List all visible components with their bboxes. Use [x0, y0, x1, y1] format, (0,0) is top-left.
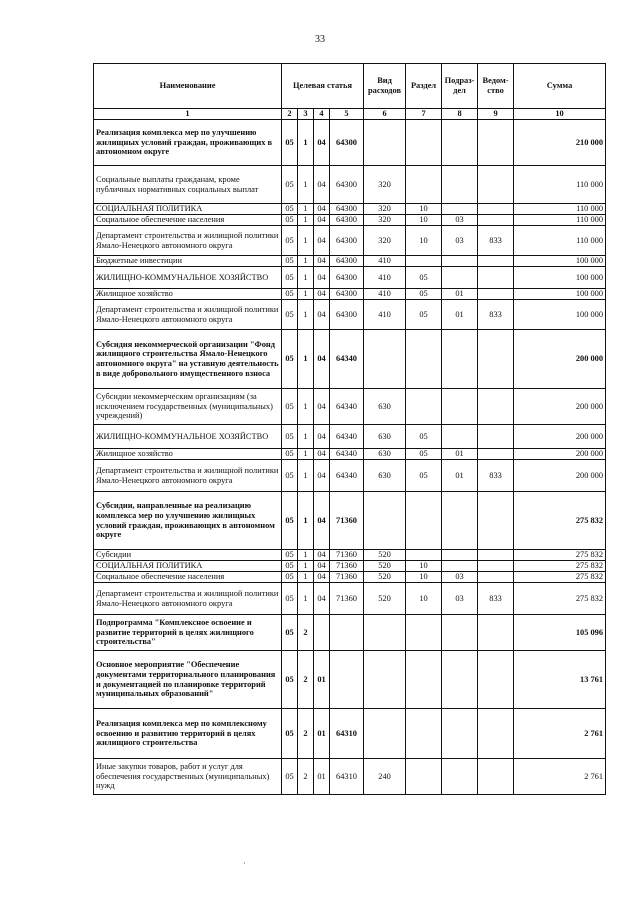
- code-program: 05: [282, 651, 298, 709]
- department-code: [478, 550, 514, 561]
- section-code: 10: [406, 204, 442, 215]
- code-subprogram: 2: [298, 651, 314, 709]
- expense-type: 630: [364, 449, 406, 460]
- row-name: Департамент строительства и жилищной политики Ямало-Ненецкого автономного округа: [94, 460, 282, 492]
- amount: 100 000: [514, 256, 606, 267]
- index-cell: 8: [442, 109, 478, 120]
- code-subprogram: 2: [298, 759, 314, 795]
- subsection-code: 01: [442, 460, 478, 492]
- row-name: Подпрограмма "Комплексное освоение и развитие территорий в целях жилищного строительства": [94, 615, 282, 651]
- row-name: Департамент строительства и жилищной политики Ямало-Ненецкого автономного округа: [94, 583, 282, 615]
- code-measure: 04: [314, 330, 330, 389]
- table-row: [94, 615, 606, 651]
- code-subprogram: 1: [298, 449, 314, 460]
- expense-type: [364, 492, 406, 550]
- row-name: Реализация комплекса мер по комплексному освоению и развитию территорий в целях жилищного строительства: [94, 709, 282, 759]
- subsection-code: 03: [442, 226, 478, 256]
- section-code: [406, 330, 442, 389]
- code-subprogram: 1: [298, 289, 314, 300]
- table-row: [94, 289, 606, 300]
- code-program: 05: [282, 572, 298, 583]
- department-code: [478, 572, 514, 583]
- header-name: Наименование: [94, 64, 282, 109]
- section-code: 05: [406, 267, 442, 289]
- code-direction: 64300: [330, 267, 364, 289]
- row-name: Департамент строительства и жилищной политики Ямало-Ненецкого автономного округа: [94, 300, 282, 330]
- code-program: 05: [282, 215, 298, 226]
- expense-type: 630: [364, 425, 406, 449]
- code-measure: 04: [314, 289, 330, 300]
- section-code: [406, 709, 442, 759]
- department-code: [478, 651, 514, 709]
- row-name: Субсидия некоммерческой организации "Фонд жилищного строительства Ямало-Ненецкого автономного округа" на уставную деятельность в виде добровольного имущественного взноса: [94, 330, 282, 389]
- section-code: 10: [406, 561, 442, 572]
- table-row: [94, 425, 606, 449]
- code-direction: 71360: [330, 550, 364, 561]
- code-measure: 01: [314, 759, 330, 795]
- department-code: [478, 709, 514, 759]
- expense-type: 410: [364, 256, 406, 267]
- header-exp-type: Вид расходов: [364, 64, 406, 109]
- expense-type: 520: [364, 550, 406, 561]
- row-name: Субсидии некоммерческим организациям (за исключением государственных (муниципальных) учреждений): [94, 389, 282, 425]
- code-subprogram: 1: [298, 166, 314, 204]
- subsection-code: [442, 267, 478, 289]
- code-direction: 64300: [330, 215, 364, 226]
- amount: 2 761: [514, 759, 606, 795]
- code-measure: 04: [314, 389, 330, 425]
- code-program: 05: [282, 226, 298, 256]
- code-direction: 64340: [330, 389, 364, 425]
- table-row: [94, 709, 606, 759]
- amount: 2 761: [514, 709, 606, 759]
- code-subprogram: 1: [298, 204, 314, 215]
- expense-type: 410: [364, 267, 406, 289]
- table-row: [94, 330, 606, 389]
- row-name: Социальное обеспечение населения: [94, 215, 282, 226]
- code-program: 05: [282, 204, 298, 215]
- row-name: Жилищное хозяйство: [94, 289, 282, 300]
- amount: 110 000: [514, 204, 606, 215]
- department-code: [478, 215, 514, 226]
- table-row: [94, 460, 606, 492]
- code-direction: 64300: [330, 300, 364, 330]
- subsection-code: [442, 492, 478, 550]
- code-subprogram: 1: [298, 330, 314, 389]
- code-program: 05: [282, 300, 298, 330]
- department-code: [478, 120, 514, 166]
- table-row: [94, 389, 606, 425]
- department-code: [478, 289, 514, 300]
- code-measure: 04: [314, 256, 330, 267]
- code-measure: 04: [314, 226, 330, 256]
- expense-type: 520: [364, 572, 406, 583]
- section-code: 05: [406, 449, 442, 460]
- code-subprogram: 1: [298, 226, 314, 256]
- code-subprogram: 2: [298, 709, 314, 759]
- subsection-code: 01: [442, 289, 478, 300]
- code-measure: 04: [314, 166, 330, 204]
- amount: 200 000: [514, 330, 606, 389]
- table-row: [94, 561, 606, 572]
- subsection-code: [442, 425, 478, 449]
- code-direction: 71360: [330, 492, 364, 550]
- section-code: [406, 256, 442, 267]
- amount: 100 000: [514, 267, 606, 289]
- index-cell: 3: [298, 109, 314, 120]
- expense-type: 410: [364, 289, 406, 300]
- expense-type: 320: [364, 166, 406, 204]
- row-name: Социальные выплаты гражданам, кроме публичных нормативных социальных выплат: [94, 166, 282, 204]
- section-code: 10: [406, 226, 442, 256]
- section-code: [406, 389, 442, 425]
- index-cell: 5: [330, 109, 364, 120]
- department-code: [478, 425, 514, 449]
- code-direction: 64300: [330, 166, 364, 204]
- section-code: [406, 615, 442, 651]
- code-measure: 04: [314, 449, 330, 460]
- table-row: [94, 449, 606, 460]
- code-program: 05: [282, 759, 298, 795]
- code-subprogram: 1: [298, 267, 314, 289]
- header-dept: Ведом-ство: [478, 64, 514, 109]
- table-row: [94, 492, 606, 550]
- amount: 110 000: [514, 226, 606, 256]
- department-code: [478, 330, 514, 389]
- expense-type: 520: [364, 561, 406, 572]
- table-row: [94, 300, 606, 330]
- department-code: 833: [478, 300, 514, 330]
- amount: 275 832: [514, 572, 606, 583]
- code-subprogram: 1: [298, 550, 314, 561]
- row-name: Реализация комплекса мер по улучшению жилищных условий граждан, проживающих в автономном округе: [94, 120, 282, 166]
- table-row: [94, 572, 606, 583]
- amount: 100 000: [514, 300, 606, 330]
- index-cell: 10: [514, 109, 606, 120]
- expense-type: 520: [364, 583, 406, 615]
- department-code: [478, 256, 514, 267]
- subsection-code: [442, 204, 478, 215]
- code-measure: 04: [314, 267, 330, 289]
- code-subprogram: 1: [298, 583, 314, 615]
- table-row: [94, 759, 606, 795]
- row-name: ЖИЛИЩНО-КОММУНАЛЬНОЕ ХОЗЯЙСТВО: [94, 425, 282, 449]
- section-code: 10: [406, 572, 442, 583]
- code-direction: 71360: [330, 583, 364, 615]
- code-program: 05: [282, 492, 298, 550]
- code-program: 05: [282, 425, 298, 449]
- header-row: [94, 64, 606, 109]
- department-code: [478, 267, 514, 289]
- expense-type: [364, 330, 406, 389]
- department-code: [478, 166, 514, 204]
- subsection-code: [442, 651, 478, 709]
- code-direction: 64340: [330, 449, 364, 460]
- section-code: 05: [406, 289, 442, 300]
- expense-type: 630: [364, 460, 406, 492]
- expense-type: [364, 120, 406, 166]
- subsection-code: [442, 759, 478, 795]
- row-name: СОЦИАЛЬНАЯ ПОЛИТИКА: [94, 561, 282, 572]
- table-row: [94, 256, 606, 267]
- row-name: СОЦИАЛЬНАЯ ПОЛИТИКА: [94, 204, 282, 215]
- subsection-code: 01: [442, 449, 478, 460]
- code-program: 05: [282, 583, 298, 615]
- section-code: [406, 166, 442, 204]
- subsection-code: [442, 615, 478, 651]
- section-code: [406, 759, 442, 795]
- section-code: 05: [406, 425, 442, 449]
- expense-type: [364, 651, 406, 709]
- department-code: [478, 389, 514, 425]
- subsection-code: [442, 561, 478, 572]
- code-subprogram: 1: [298, 120, 314, 166]
- section-code: 10: [406, 215, 442, 226]
- code-program: 05: [282, 449, 298, 460]
- code-direction: 64300: [330, 289, 364, 300]
- code-direction: 64340: [330, 330, 364, 389]
- code-subprogram: 1: [298, 561, 314, 572]
- expense-type: 410: [364, 300, 406, 330]
- table-row: [94, 583, 606, 615]
- code-direction: 71360: [330, 561, 364, 572]
- index-row: [94, 109, 606, 120]
- department-code: [478, 759, 514, 795]
- department-code: [478, 561, 514, 572]
- code-subprogram: 1: [298, 256, 314, 267]
- page-number: 33: [315, 34, 325, 45]
- section-code: 05: [406, 300, 442, 330]
- code-direction: 64300: [330, 204, 364, 215]
- code-measure: 01: [314, 651, 330, 709]
- code-measure: 04: [314, 460, 330, 492]
- department-code: 833: [478, 226, 514, 256]
- code-measure: 04: [314, 550, 330, 561]
- code-program: 05: [282, 550, 298, 561]
- subsection-code: 03: [442, 572, 478, 583]
- row-name: Жилищное хозяйство: [94, 449, 282, 460]
- code-measure: 04: [314, 120, 330, 166]
- code-program: 05: [282, 267, 298, 289]
- code-direction: [330, 615, 364, 651]
- code-subprogram: 1: [298, 460, 314, 492]
- row-name: Департамент строительства и жилищной политики Ямало-Ненецкого автономного округа: [94, 226, 282, 256]
- expense-type: 320: [364, 215, 406, 226]
- row-name: Субсидии, направленные на реализацию комплекса мер по улучшению жилищных условий граждан, проживающих в автономном округе: [94, 492, 282, 550]
- department-code: [478, 492, 514, 550]
- department-code: 833: [478, 460, 514, 492]
- department-code: [478, 449, 514, 460]
- table-row: [94, 204, 606, 215]
- table-row: [94, 226, 606, 256]
- budget-table: [93, 63, 606, 795]
- table-row: [94, 550, 606, 561]
- code-measure: 04: [314, 492, 330, 550]
- code-measure: [314, 615, 330, 651]
- amount: 200 000: [514, 425, 606, 449]
- index-cell: 7: [406, 109, 442, 120]
- code-direction: 64300: [330, 256, 364, 267]
- code-program: 05: [282, 709, 298, 759]
- code-measure: 04: [314, 215, 330, 226]
- subsection-code: [442, 166, 478, 204]
- department-code: [478, 204, 514, 215]
- amount: 110 000: [514, 215, 606, 226]
- code-program: 05: [282, 289, 298, 300]
- amount: 200 000: [514, 460, 606, 492]
- index-cell: 2: [282, 109, 298, 120]
- index-cell: 6: [364, 109, 406, 120]
- subsection-code: [442, 389, 478, 425]
- subsection-code: [442, 330, 478, 389]
- amount: 275 832: [514, 561, 606, 572]
- table-row: [94, 215, 606, 226]
- header-section: Раздел: [406, 64, 442, 109]
- table-row: [94, 166, 606, 204]
- code-measure: 04: [314, 561, 330, 572]
- subsection-code: [442, 709, 478, 759]
- code-program: 05: [282, 256, 298, 267]
- code-direction: 64300: [330, 226, 364, 256]
- expense-type: 320: [364, 226, 406, 256]
- code-program: 05: [282, 389, 298, 425]
- code-subprogram: 1: [298, 215, 314, 226]
- expense-type: 630: [364, 389, 406, 425]
- expense-type: 240: [364, 759, 406, 795]
- index-cell: 4: [314, 109, 330, 120]
- code-direction: 71360: [330, 572, 364, 583]
- code-measure: 01: [314, 709, 330, 759]
- code-program: 05: [282, 330, 298, 389]
- amount: 105 096: [514, 615, 606, 651]
- code-measure: 04: [314, 204, 330, 215]
- page-mark: ·: [243, 859, 246, 868]
- table-row: [94, 267, 606, 289]
- code-measure: 04: [314, 572, 330, 583]
- section-code: [406, 120, 442, 166]
- code-measure: 04: [314, 425, 330, 449]
- row-name: Бюджетные инвестиции: [94, 256, 282, 267]
- code-measure: 04: [314, 300, 330, 330]
- table-row: [94, 651, 606, 709]
- subsection-code: [442, 256, 478, 267]
- subsection-code: [442, 120, 478, 166]
- expense-type: [364, 709, 406, 759]
- department-code: 833: [478, 583, 514, 615]
- code-program: 05: [282, 166, 298, 204]
- code-program: 05: [282, 615, 298, 651]
- amount: 110 000: [514, 166, 606, 204]
- code-subprogram: 1: [298, 389, 314, 425]
- amount: 275 832: [514, 550, 606, 561]
- amount: 275 832: [514, 583, 606, 615]
- code-program: 05: [282, 561, 298, 572]
- code-subprogram: 1: [298, 492, 314, 550]
- code-program: 05: [282, 120, 298, 166]
- row-name: Основное мероприятие "Обеспечение документами территориального планирования и документацией по планировке территорий муниципальных образований": [94, 651, 282, 709]
- expense-type: 320: [364, 204, 406, 215]
- amount: 200 000: [514, 449, 606, 460]
- amount: 275 832: [514, 492, 606, 550]
- subsection-code: [442, 550, 478, 561]
- section-code: [406, 550, 442, 561]
- row-name: ЖИЛИЩНО-КОММУНАЛЬНОЕ ХОЗЯЙСТВО: [94, 267, 282, 289]
- department-code: [478, 615, 514, 651]
- code-direction: [330, 651, 364, 709]
- header-target: Целевая статья: [282, 64, 364, 109]
- section-code: 05: [406, 460, 442, 492]
- code-subprogram: 2: [298, 615, 314, 651]
- expense-type: [364, 615, 406, 651]
- code-program: 05: [282, 460, 298, 492]
- index-cell: 9: [478, 109, 514, 120]
- row-name: Субсидии: [94, 550, 282, 561]
- code-direction: 64340: [330, 460, 364, 492]
- code-direction: 64310: [330, 759, 364, 795]
- header-sum: Сумма: [514, 64, 606, 109]
- code-subprogram: 1: [298, 300, 314, 330]
- section-code: 10: [406, 583, 442, 615]
- code-subprogram: 1: [298, 572, 314, 583]
- header-subsection: Подраз-дел: [442, 64, 478, 109]
- section-code: [406, 651, 442, 709]
- code-measure: 04: [314, 583, 330, 615]
- amount: 200 000: [514, 389, 606, 425]
- amount: 210 000: [514, 120, 606, 166]
- index-cell: 1: [94, 109, 282, 120]
- code-direction: 64300: [330, 120, 364, 166]
- subsection-code: 01: [442, 300, 478, 330]
- row-name: Социальное обеспечение населения: [94, 572, 282, 583]
- subsection-code: 03: [442, 583, 478, 615]
- section-code: [406, 492, 442, 550]
- amount: 13 761: [514, 651, 606, 709]
- code-subprogram: 1: [298, 425, 314, 449]
- subsection-code: 03: [442, 215, 478, 226]
- row-name: Иные закупки товаров, работ и услуг для обеспечения государственных (муниципальных) нужд: [94, 759, 282, 795]
- amount: 100 000: [514, 289, 606, 300]
- code-direction: 64310: [330, 709, 364, 759]
- code-direction: 64340: [330, 425, 364, 449]
- table-row: [94, 120, 606, 166]
